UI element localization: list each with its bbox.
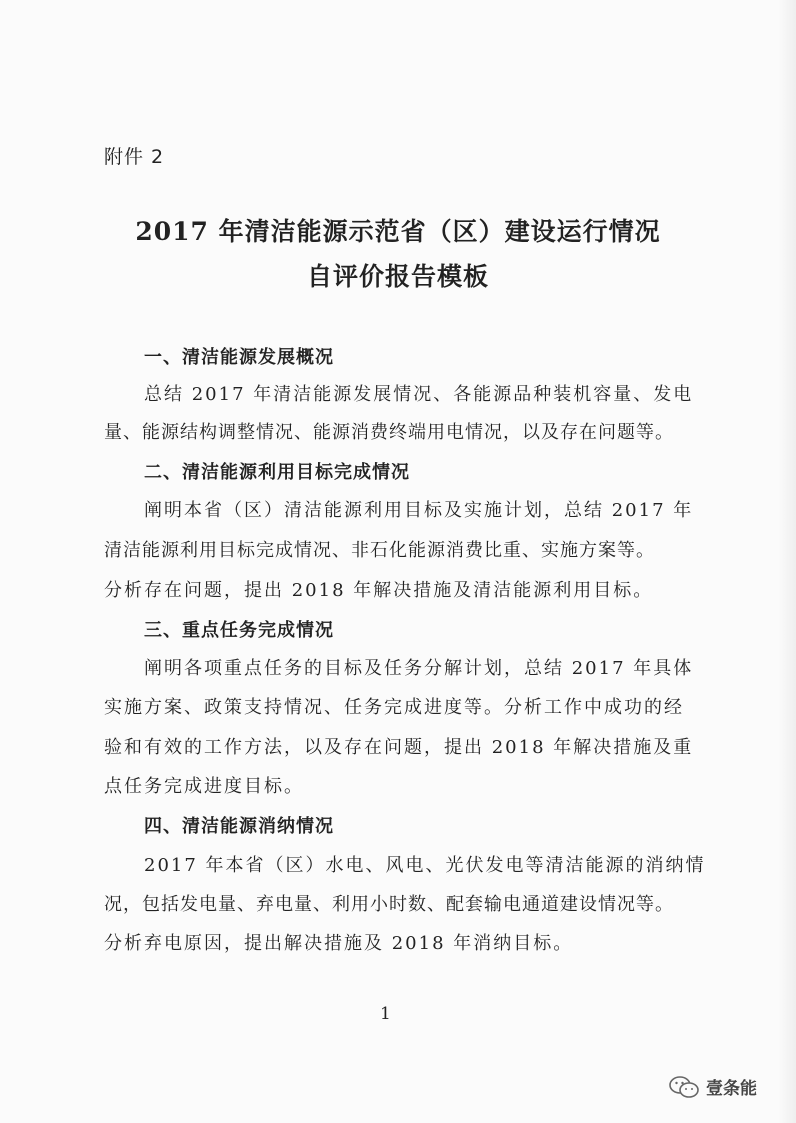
attachment-label: 附件 2	[104, 146, 165, 168]
section-3-heading: 三、重点任务完成情况	[144, 620, 334, 641]
section-4-line-1: 2017 年本省（区）水电、风电、光伏发电等清洁能源的消纳情	[144, 855, 706, 876]
wechat-watermark	[668, 1074, 757, 1099]
section-4-heading: 四、清洁能源消纳情况	[144, 816, 334, 837]
wechat-icon	[668, 1075, 700, 1099]
section-4-line-3: 分析弃电原因，提出解决措施及 2018 年消纳目标。	[104, 933, 574, 954]
section-2-line-2: 清洁能源利用目标完成情况、非石化能源消费比重、实施方案等。	[104, 540, 655, 561]
document-title-line-1: 2017 年清洁能源示范省（区）建设运行情况	[135, 217, 661, 246]
section-2-line-1: 阐明本省（区）清洁能源利用目标及实施计划，总结 2017 年	[144, 500, 694, 521]
section-3-line-4: 点任务完成进度目标。	[104, 776, 304, 797]
section-1-heading: 一、清洁能源发展概况	[144, 347, 334, 368]
section-2-line-3: 分析存在问题，提出 2018 年解决措施及清洁能源利用目标。	[104, 580, 654, 601]
document-title-line-2: 自评价报告模板	[306, 262, 489, 291]
section-3-line-2: 实施方案、政策支持情况、任务完成进度等。分析工作中成功的经	[104, 697, 684, 718]
section-1-line-2: 量、能源结构调整情况、能源消费终端用电情况，以及存在问题等。	[104, 422, 674, 443]
watermark-text: 壹条能	[706, 1079, 757, 1099]
section-3-line-1: 阐明各项重点任务的目标及任务分解计划，总结 2017 年具体	[144, 658, 694, 679]
page-edge-shadow	[778, 0, 796, 1123]
section-3-line-3: 验和有效的工作方法，以及存在问题，提出 2018 年解决措施及重	[104, 737, 694, 758]
page-number: 1	[380, 1004, 391, 1024]
section-4-line-2: 况，包括发电量、弃电量、利用小时数、配套输电通道建设情况等。	[104, 894, 674, 915]
section-2-heading: 二、清洁能源利用目标完成情况	[144, 462, 410, 483]
section-1-line-1: 总结 2017 年清洁能源发展情况、各能源品种装机容量、发电	[144, 384, 694, 405]
